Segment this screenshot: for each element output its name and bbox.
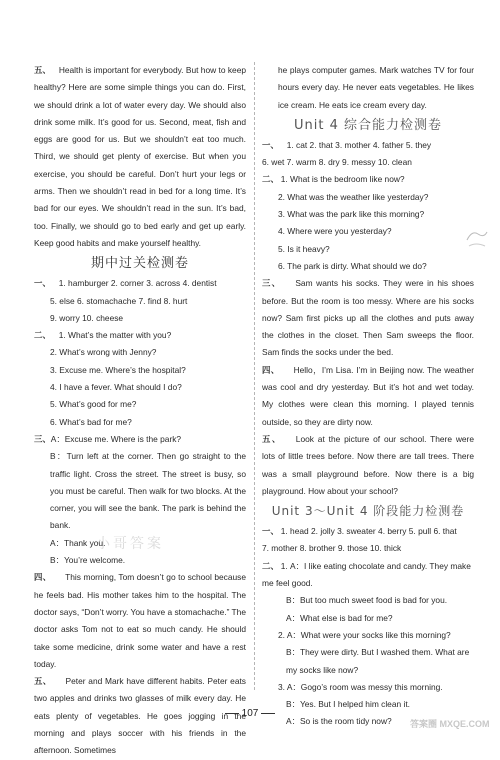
u34-sec2-line2: B：But too much sweet food is bad for you. (286, 595, 448, 606)
u34-sec2-line6: 3. A：Gogo’s room was messy this morning. (278, 681, 443, 692)
watermark-logo: 答案圈 MXQE.COM (410, 719, 490, 729)
column-divider (254, 62, 255, 690)
sec3-line3: A：Thank you. (50, 537, 106, 548)
sec3-line1: 三、A：Excuse me. Where is the park? (34, 433, 182, 444)
sec3-line4: B：You’re welcome. (50, 555, 126, 566)
sec1-row3: 9. worry 10. cheese (50, 312, 124, 323)
sec4-paragraph: 四、 This morning, Tom doesn’t go to school because he feels bad. His mother takes him to the hospital. The doctor says, “Don’t worry. You have a stomachache.” The doctor asks Tom not to eat so much candy. He should take some medicine, drink some water and have a rest today. (34, 572, 247, 669)
u4-sec2-q6: 6. The park is dirty. What should we do? (278, 260, 427, 271)
u4-sec5-paragraph: 五、 Look at the picture of our school. There were lots of little trees before. Now there are tall trees. There was a small playground before. Now there is a big playground. How about your school? (262, 433, 475, 496)
u34-sec2-line5: B：They were dirty. But I washed them. What are my socks like now? (286, 647, 470, 675)
right-column (262, 62, 474, 731)
u34-sec1-row1: 一、 1. head 2. jolly 3. sweater 4. berry 5. pull 6. that (262, 526, 457, 537)
u4-sec2-q1: 二、 1. What is the bedroom like now? (262, 174, 405, 185)
u4-sec2-q4: 4. Where were you yesterday? (278, 226, 392, 237)
u4-sec1-row1: 一、 1. cat 2. that 3. mother 4. father 5. they (262, 139, 432, 150)
u34-sec2-line8: A：So is the room tidy now? (286, 716, 392, 727)
sec5-paragraph: 五、 Peter and Mark have different habits. Peter eats two apples and drinks two glasses of milk every day. He eats plenty of vegetables. He goes jogging in the morning and plays soccer with his friends in the afternoon. Sometimes (34, 676, 246, 756)
u4-sec3-paragraph: 三、 Sam wants his socks. They were in his shoes before. But the room is too messy. Where are his socks now? Sam first picks up all the clothes and puts away the clothes in the closet. Then Sam sweeps the floor. Sam finds the socks under the bed. (262, 278, 474, 358)
left-column (34, 62, 246, 760)
unit4-heading: Unit 4 综合能力检测卷 (294, 117, 442, 133)
u34-sec2-line7: B：Yes. But I helped him clean it. (286, 699, 410, 710)
u34-sec2-line4: 2. A：What were your socks like this morning? (278, 629, 451, 640)
u4-sec2-q3: 3. What was the park like this morning? (278, 209, 425, 220)
sec1-row2: 5. else 6. stomachache 7. find 8. hurt (50, 295, 188, 306)
u34-sec2-line1: 二、 1. A：I like eating chocolate and candy. They make me feel good. (262, 560, 471, 589)
sec2-q5: 5. What’s good for me? (50, 399, 137, 410)
sec2-q2: 2. What’s wrong with Jenny? (50, 347, 157, 358)
faded-stamp: 小哥答案 (96, 535, 164, 551)
sec2-q6: 6. What’s bad for me? (50, 416, 132, 427)
u34-sec1-row2: 7. mother 8. brother 9. those 10. thick (262, 543, 402, 554)
u4-sec2-q2: 2. What was the weather like yesterday? (278, 191, 429, 202)
u4-sec2-q5: 5. Is it heavy? (278, 243, 330, 254)
sec5-continued: he plays computer games. Mark watches TV for four hours every day. He never eats vegetables. He likes ice cream. He eats ice cream every day. (278, 65, 474, 110)
u4-sec1-row2: 6. wet 7. warm 8. dry 9. messy 10. clean (262, 157, 412, 168)
sec2-q4: 4. I have a fever. What should I do? (50, 382, 182, 393)
midterm-heading: 期中过关检测卷 (90, 256, 189, 272)
page-number: 107 (0, 708, 500, 719)
unit3-4-heading: Unit 3～Unit 4 阶段能力检测卷 (271, 504, 465, 519)
sec1-row1: 一、 1. hamburger 2. corner 3. across 4. dentist (34, 278, 217, 289)
sec3-line2: B：Turn left at the corner. Then go straight to the traffic light. Cross the street. The street is busy, so you must be careful. Then walk for two blocks. At the corner, you will see the bank. The park is behind the bank. (50, 451, 246, 531)
sec2-q3: 3. Excuse me. Where’s the hospital? (50, 364, 186, 375)
u34-sec2-line3: A：What else is bad for me? (286, 612, 393, 623)
sec2-q1: 二、 1. What’s the matter with you? (34, 330, 172, 341)
u4-sec4-paragraph: 四、 Hello，I’m Lisa. I’m in Beijing now. The weather was cool and dry yesterday. But it’s hot and wet today. My clothes were clean this morning. I played tennis outside, so they are dirty now. (262, 364, 475, 427)
essay-five: 五、 Health is important for everybody. But how to keep healthy? Here are some simple things you can do. First, we should drink a lot of water every day. We should also drink some milk. It’s good for us. Second, meat, fish and eggs are good for us. But we shouldn’t eat too much. Third, we should get plenty of exercise. But when you exercise, you should be careful. Don’t hurt your legs or arms. Then we shouldn’t read in bed for a long time. It’s bad for our eyes. We shouldn’t read in the sun. It’s bad, too. Finally, we should go to bed early and get up early. Keep good habits and make yourself healthy. (34, 65, 247, 248)
doodle-icon (464, 226, 490, 252)
